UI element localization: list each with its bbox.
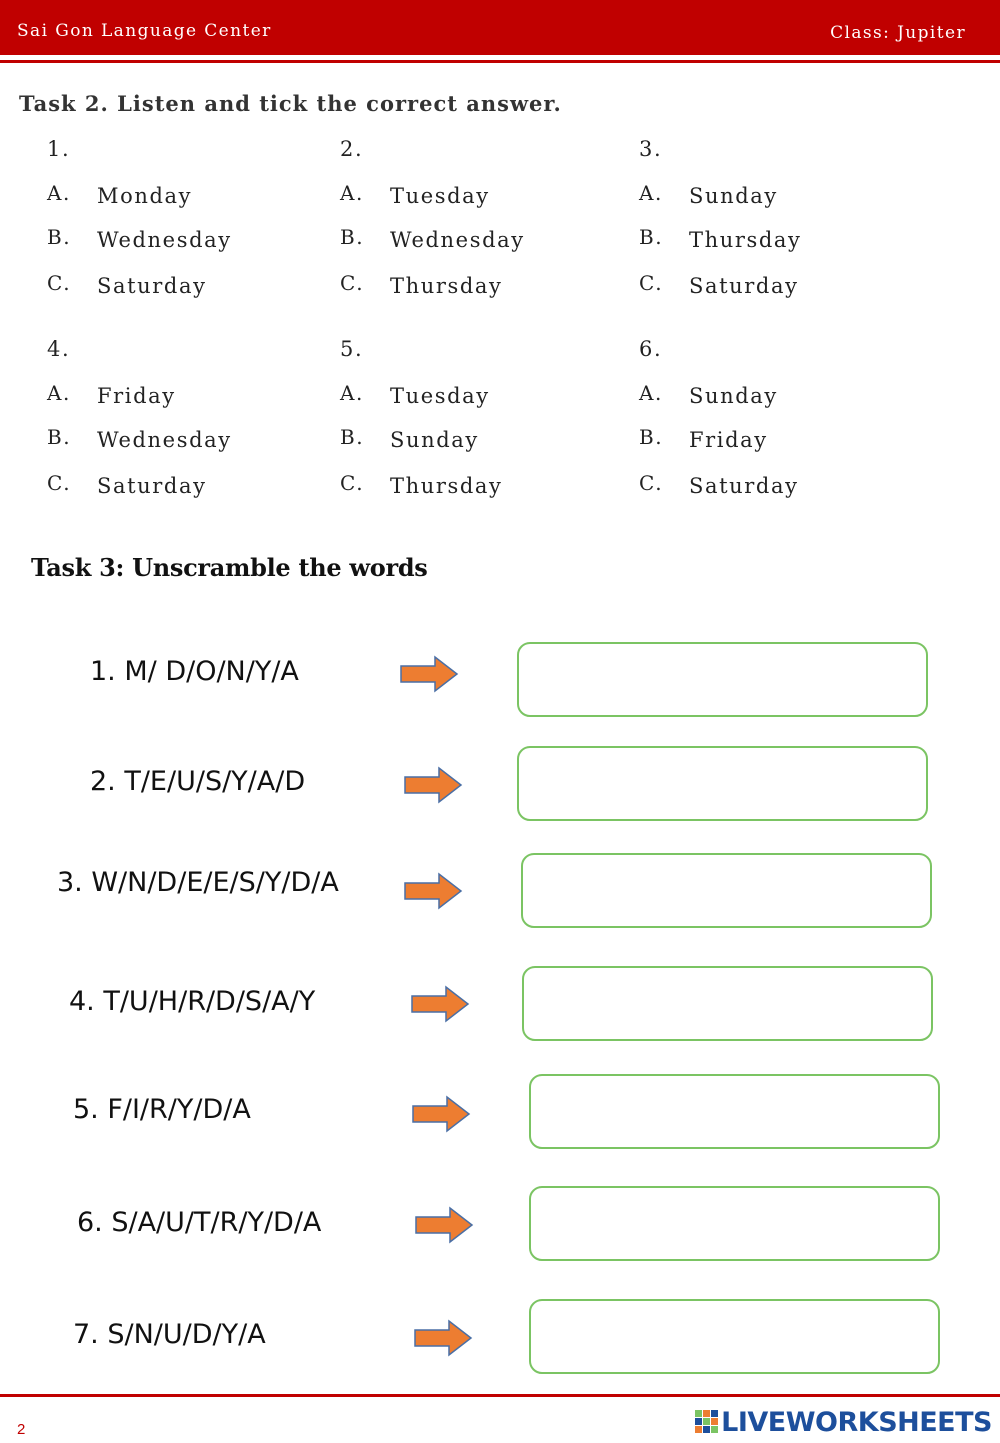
question-5	[340, 337, 630, 517]
question-number: 5.	[340, 337, 364, 361]
option-b[interactable]	[47, 425, 337, 455]
option-a[interactable]	[340, 381, 630, 411]
option-a[interactable]	[47, 181, 337, 211]
option-b[interactable]	[340, 425, 630, 455]
option-letter: C.	[47, 471, 72, 495]
option-b[interactable]	[639, 425, 929, 455]
option-word: Thursday	[689, 228, 802, 252]
option-c[interactable]	[639, 471, 929, 501]
option-c[interactable]	[340, 271, 630, 301]
option-c[interactable]	[47, 471, 337, 501]
option-word: Tuesday	[390, 184, 490, 208]
scramble-word-5: 5. F/I/R/Y/D/A	[73, 1094, 251, 1125]
arrow-right-icon	[413, 1319, 473, 1357]
answer-box-2[interactable]	[517, 746, 928, 821]
option-letter: A.	[47, 181, 72, 205]
option-letter: C.	[639, 271, 664, 295]
answer-box-1[interactable]	[517, 642, 928, 717]
page-number: 2	[17, 1421, 26, 1438]
question-number: 3.	[639, 137, 663, 161]
scramble-word-2: 2. T/E/U/S/Y/A/D	[90, 766, 306, 797]
arrow-right-icon	[399, 655, 459, 693]
class-label: Class: Jupiter	[830, 23, 966, 43]
footer-divider	[0, 1394, 1000, 1397]
arrow-right-icon	[411, 1095, 471, 1133]
option-word: Friday	[689, 428, 768, 452]
option-word: Saturday	[689, 474, 799, 498]
question-4	[47, 337, 337, 517]
question-1	[47, 137, 337, 317]
option-word: Sunday	[390, 428, 479, 452]
arrow-right-icon	[403, 766, 463, 804]
option-word: Wednesday	[390, 228, 525, 252]
brand-link[interactable]	[695, 1404, 992, 1440]
question-number: 2.	[340, 137, 364, 161]
option-a[interactable]	[340, 181, 630, 211]
option-letter: A.	[639, 381, 664, 405]
option-a[interactable]	[639, 181, 929, 211]
option-c[interactable]	[340, 471, 630, 501]
option-b[interactable]	[47, 225, 337, 255]
question-number: 1.	[47, 137, 71, 161]
option-letter: C.	[340, 271, 365, 295]
option-a[interactable]	[639, 381, 929, 411]
question-6	[639, 337, 929, 517]
scramble-word-7: 7. S/N/U/D/Y/A	[73, 1319, 266, 1350]
answer-box-5[interactable]	[529, 1074, 940, 1149]
option-letter: C.	[639, 471, 664, 495]
liveworksheets-logo-icon	[695, 1410, 719, 1434]
option-letter: B.	[340, 425, 365, 449]
option-letter: B.	[639, 425, 664, 449]
brand-name: LIVEWORKSHEETS	[721, 1406, 992, 1438]
option-word: Sunday	[689, 384, 778, 408]
scramble-word-1: 1. M/ D/O/N/Y/A	[90, 656, 299, 687]
option-word: Sunday	[689, 184, 778, 208]
option-word: Thursday	[390, 474, 503, 498]
answer-box-6[interactable]	[529, 1186, 940, 1261]
option-letter: C.	[340, 471, 365, 495]
option-c[interactable]	[639, 271, 929, 301]
option-letter: A.	[340, 181, 365, 205]
school-name: Sai Gon Language Center	[17, 21, 272, 41]
answer-box-7[interactable]	[529, 1299, 940, 1374]
arrow-right-icon	[403, 872, 463, 910]
option-b[interactable]	[340, 225, 630, 255]
option-letter: B.	[340, 225, 365, 249]
question-number: 6.	[639, 337, 663, 361]
option-word: Tuesday	[390, 384, 490, 408]
option-b[interactable]	[639, 225, 929, 255]
option-word: Friday	[97, 384, 176, 408]
option-word: Thursday	[390, 274, 503, 298]
option-word: Saturday	[97, 274, 207, 298]
answer-box-3[interactable]	[521, 853, 932, 928]
task3-title: Task 3: Unscramble the words	[31, 553, 428, 582]
option-letter: C.	[47, 271, 72, 295]
scramble-word-3: 3. W/N/D/E/E/S/Y/D/A	[57, 867, 339, 898]
option-c[interactable]	[47, 271, 337, 301]
question-number: 4.	[47, 337, 71, 361]
option-word: Saturday	[97, 474, 207, 498]
option-letter: A.	[340, 381, 365, 405]
option-letter: B.	[639, 225, 664, 249]
option-letter: B.	[47, 425, 72, 449]
page-header	[0, 0, 1000, 55]
question-3	[639, 137, 929, 317]
answer-box-4[interactable]	[522, 966, 933, 1041]
option-word: Monday	[97, 184, 193, 208]
scramble-word-4: 4. T/U/H/R/D/S/A/Y	[69, 986, 316, 1017]
option-word: Wednesday	[97, 228, 232, 252]
option-a[interactable]	[47, 381, 337, 411]
option-word: Saturday	[689, 274, 799, 298]
option-letter: A.	[47, 381, 72, 405]
scramble-word-6: 6. S/A/U/T/R/Y/D/A	[77, 1207, 322, 1238]
option-word: Wednesday	[97, 428, 232, 452]
option-letter: B.	[47, 225, 72, 249]
header-divider	[0, 60, 1000, 63]
task2-title: Task 2. Listen and tick the correct answer.	[19, 91, 562, 116]
arrow-right-icon	[410, 985, 470, 1023]
option-letter: A.	[639, 181, 664, 205]
question-2	[340, 137, 630, 317]
arrow-right-icon	[414, 1206, 474, 1244]
